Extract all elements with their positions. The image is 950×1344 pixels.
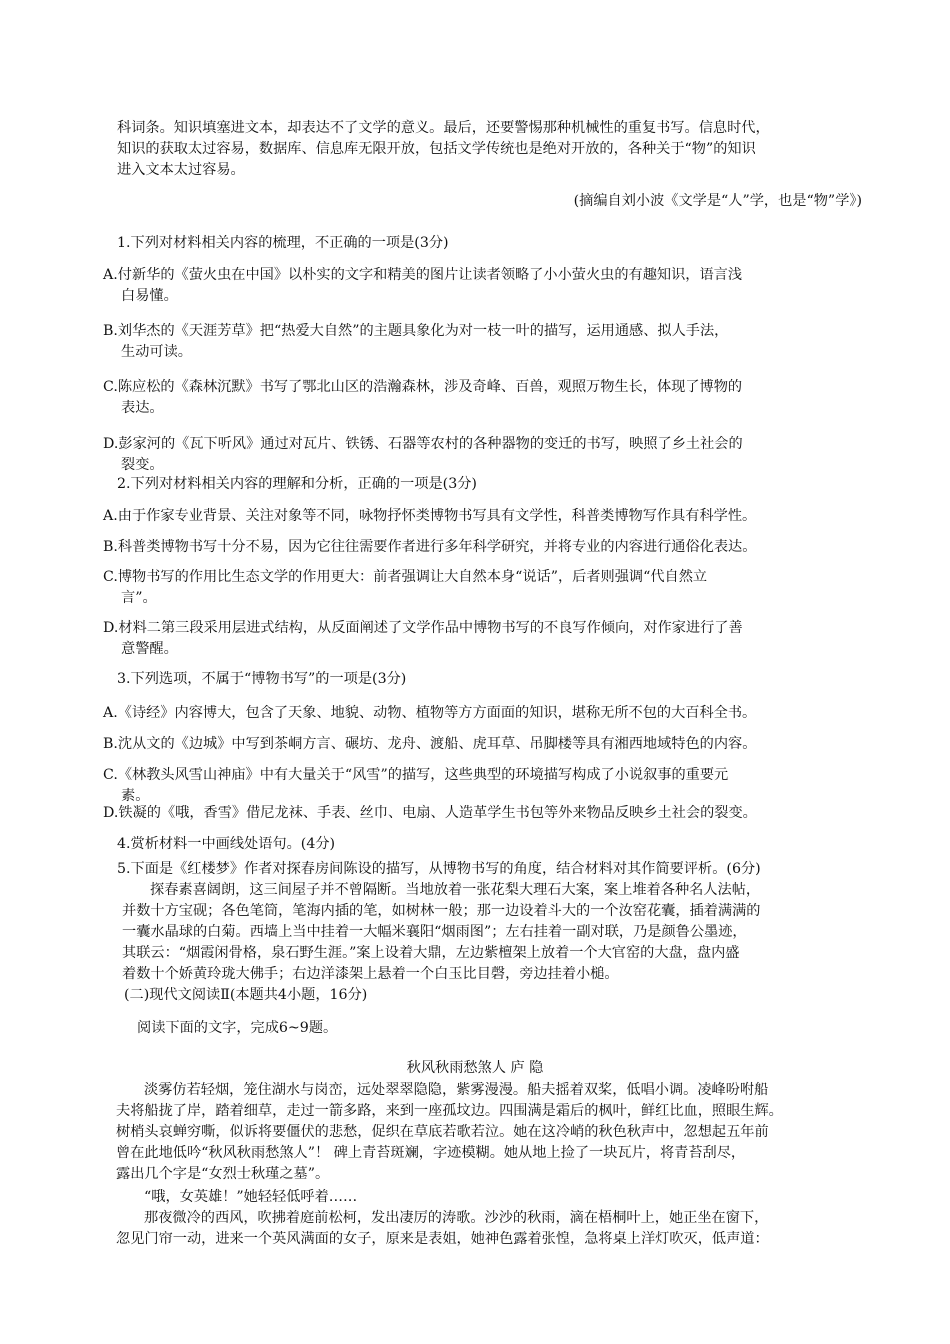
intro-line: 进入文本太过容易。 <box>117 162 245 178</box>
quote-line: 探春素喜阔朗，这三间屋子并不曾隔断。当地放着一张花梨大理石大案，案上堆着各种名人法帖， <box>150 882 761 898</box>
quote-line: 一囊水晶球的白菊。西墙上当中挂着一大幅米襄阳“烟雨图”；左右挂着一副对联，乃是颜鲁公墨迹， <box>122 924 747 940</box>
intro-line: 知识的获取太过容易，数据库、信息库无限开放，包括文学传统也是绝对开放的，各种关于“物”的知识 <box>117 141 756 157</box>
question-3-option-a: A.《诗经》内容博大，包含了天象、地貌、动物、植物等方方面面的知识，堪称无所不包的大百科全书。 <box>103 705 757 721</box>
story-paragraph-3 <box>116 1208 876 1250</box>
story-line: 曾在此地低吟“秋风秋雨愁煞人”！ 碑上青苔斑斓，字迹模糊。她从地上捡了一块瓦片，将青苔刮尽， <box>116 1145 746 1161</box>
story-line: 树梢头哀蝉穷嘶，似诉将要僵伏的悲愁，促织在草底若歌若泣。她在这冷峭的秋色秋声中，忽想起五年前 <box>116 1124 769 1140</box>
question-2-option-c: C.博物书写的作用比生态文学的作用更大：前者强调让大自然本身“说话”，后者则强调“代自然立 言”。 <box>103 569 708 606</box>
story-line: 夫将船拢了岸，踏着细草，走过一箭多路，来到一座孤坟边。四围满是霜后的枫叶，鲜红比血，照眼生辉。 <box>116 1103 783 1119</box>
section-heading: (二)现代文阅读Ⅱ(本题共4小题，16分) <box>124 987 368 1003</box>
question-1-option-c: C.陈应松的《森林沉默》书写了鄂北山区的浩瀚森林，涉及奇峰、百兽，观照万物生长，体现了博物的 表达。 <box>103 379 743 416</box>
question-1-option-b: B.刘华杰的《天涯芳草》把“热爱大自然”的主题具象化为对一枝一叶的描写，运用通感、拟人手法， 生动可读。 <box>103 323 729 360</box>
quote-line: 其联云：“烟霞闲骨格，泉石野生涯。”案上设着大鼎，左边紫檀架上放着一个大官窑的大盘，盘内盛 <box>122 945 740 961</box>
story-paragraph-1 <box>116 1080 876 1185</box>
quote-line: 并数十方宝砚；各色笔筒，笔海内插的笔，如树林一般；那一边设着斗大的一个汝窑花囊，插着满满的 <box>122 903 761 919</box>
question-2-stem: 2.下列对材料相关内容的理解和分析，正确的一项是(3分) <box>117 476 477 492</box>
intro-line: 科词条。知识填塞进文本，却表达不了文学的意义。最后，还要警惕那种机械性的重复书写。信息时代， <box>117 120 770 136</box>
question-2-option-d: D.材料二第三段采用层进式结构，从反面阐述了文学作品中博物书写的不良写作倾向，对作家进行了善 意警醒。 <box>103 620 743 657</box>
story-line: 那夜微冷的西风，吹拂着庭前松柯，发出凄厉的涛歌。沙沙的秋雨，滴在梧桐叶上，她正坐在窗下， <box>144 1210 769 1226</box>
quote-line: 着数十个娇黄玲珑大佛手；右边洋漆架上悬着一个白玉比目磬，旁边挂着小槌。 <box>122 966 619 982</box>
question-5-quote <box>122 880 867 985</box>
question-3-stem: 3.下列选项，不属于“博物书写”的一项是(3分) <box>117 671 407 687</box>
question-2-option-a: A.由于作家专业背景、关注对象等不同，咏物抒怀类博物书写具有文学性，科普类博物写作具有科学性。 <box>103 508 757 524</box>
question-1-stem: 1.下列对材料相关内容的梳理，不正确的一项是(3分) <box>117 235 449 251</box>
question-3-option-c: C.《林教头风雪山神庙》中有大量关于“风雪”的描写，这些典型的环境描写构成了小说叙事的重要元 素。 <box>103 767 729 804</box>
question-5-stem: 5.下面是《红楼梦》作者对探春房间陈设的描写，从博物书写的角度，结合材料对其作简要评析。(6分) <box>117 861 761 877</box>
source-citation: (摘编自刘小波《文学是“人”学，也是“物”学》) <box>573 193 862 209</box>
question-1-option-d: D.彭家河的《瓦下听风》通过对瓦片、铁锈、石器等农村的各种器物的变迁的书写，映照了乡土社会的 裂变。 <box>103 436 743 473</box>
question-2-option-b: B.科普类博物书写十分不易，因为它往往需要作者进行多年科学研究，并将专业的内容进行通俗化表达。 <box>103 539 757 555</box>
question-3-option-d: D.铁凝的《哦，香雪》借尼龙袜、手表、丝巾、电扇、人造革学生书包等外来物品反映乡土社会的裂变。 <box>103 805 757 821</box>
question-1-option-a: A.付新华的《萤火虫在中国》以朴实的文字和精美的图片让读者领略了小小萤火虫的有趣知识，语言浅 白易懂。 <box>103 267 743 304</box>
intro-paragraph <box>117 118 865 181</box>
story-title: 秋风秋雨愁煞人 庐 隐 <box>406 1060 544 1076</box>
reading-instruction: 阅读下面的文字，完成6~9题。 <box>137 1020 338 1036</box>
story-line: 露出几个字是“女烈士秋瑾之墓”。 <box>116 1166 330 1182</box>
story-line: 忽见门帘一动，进来一个英风满面的女子，原来是表姐，她神色露着张惶，急将桌上洋灯吹灭，低声道： <box>116 1231 769 1247</box>
question-4-stem: 4.赏析材料一中画线处语句。(4分) <box>117 836 336 852</box>
story-line: 淡雾仿若轻烟，笼住湖水与岗峦，远处翠翠隐隐，紫雾漫漫。船夫摇着双桨，低唱小调。凌峰吩咐船 <box>144 1082 769 1098</box>
story-paragraph-2: “哦，女英雄！”她轻轻低呼着…… <box>144 1189 358 1205</box>
question-3-option-b: B.沈从文的《边城》中写到茶峒方言、碾坊、龙舟、渡船、虎耳草、吊脚楼等具有湘西地域特色的内容。 <box>103 736 757 752</box>
